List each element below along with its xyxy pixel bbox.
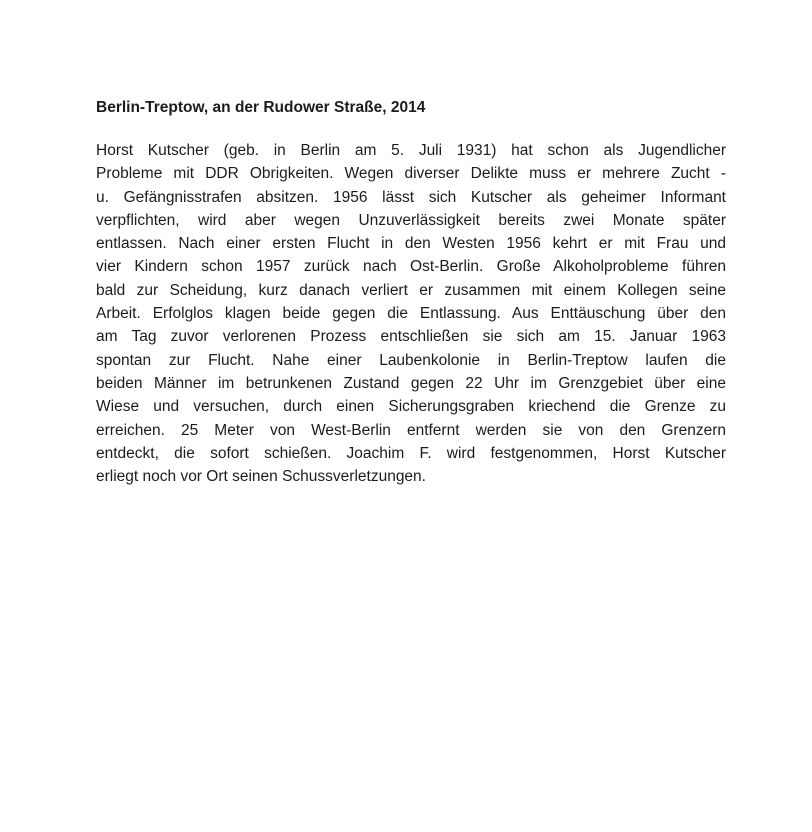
paragraph-line: erliegt noch vor Ort seinen Schussverletzungen.	[96, 468, 426, 486]
paragraph-line: Wiese und versuchen, durch einen Sicherungsgraben kriechend die Grenze zu	[96, 398, 726, 416]
document-title: Berlin-Treptow, an der Rudower Straße, 2014	[96, 99, 426, 116]
paragraph-line: bald zur Scheidung, kurz danach verliert er zusammen mit einem Kollegen seine	[96, 281, 726, 299]
paragraph-line: erreichen. 25 Meter von West-Berlin entfernt werden sie von den Grenzern	[96, 421, 726, 439]
paragraph-line: entlassen. Nach einer ersten Flucht in den Westen 1956 kehrt er mit Frau und	[96, 235, 726, 253]
paragraph-line: beiden Männer im betrunkenen Zustand gegen 22 Uhr im Grenzgebiet über eine	[96, 374, 726, 392]
paragraph-line: spontan zur Flucht. Nahe einer Laubenkolonie in Berlin-Treptow laufen die	[96, 351, 726, 369]
paragraph-line: u. Gefängnisstrafen absitzen. 1956 lässt sich Kutscher als geheimer Informant	[96, 188, 726, 206]
paragraph-line: Arbeit. Erfolglos klagen beide gegen die Entlassung. Aus Enttäuschung über den	[96, 305, 726, 323]
paragraph-line: vier Kindern schon 1957 zurück nach Ost-Berlin. Große Alkoholprobleme führen	[96, 258, 726, 276]
paragraph-line: am Tag zuvor verlorenen Prozess entschließen sie sich am 15. Januar 1963	[96, 328, 726, 346]
paragraph-line: verpflichten, wird aber wegen Unzuverlässigkeit bereits zwei Monate später	[96, 211, 726, 229]
paragraph-line: Probleme mit DDR Obrigkeiten. Wegen diverser Delikte muss er mehrere Zucht -	[96, 165, 726, 183]
paragraph-line: Horst Kutscher (geb. in Berlin am 5. Juli 1931) hat schon als Jugendlicher	[96, 142, 726, 159]
paragraph	[96, 139, 726, 488]
paragraph-line: entdeckt, die sofort schießen. Joachim F. wird festgenommen, Horst Kutscher	[96, 444, 726, 462]
